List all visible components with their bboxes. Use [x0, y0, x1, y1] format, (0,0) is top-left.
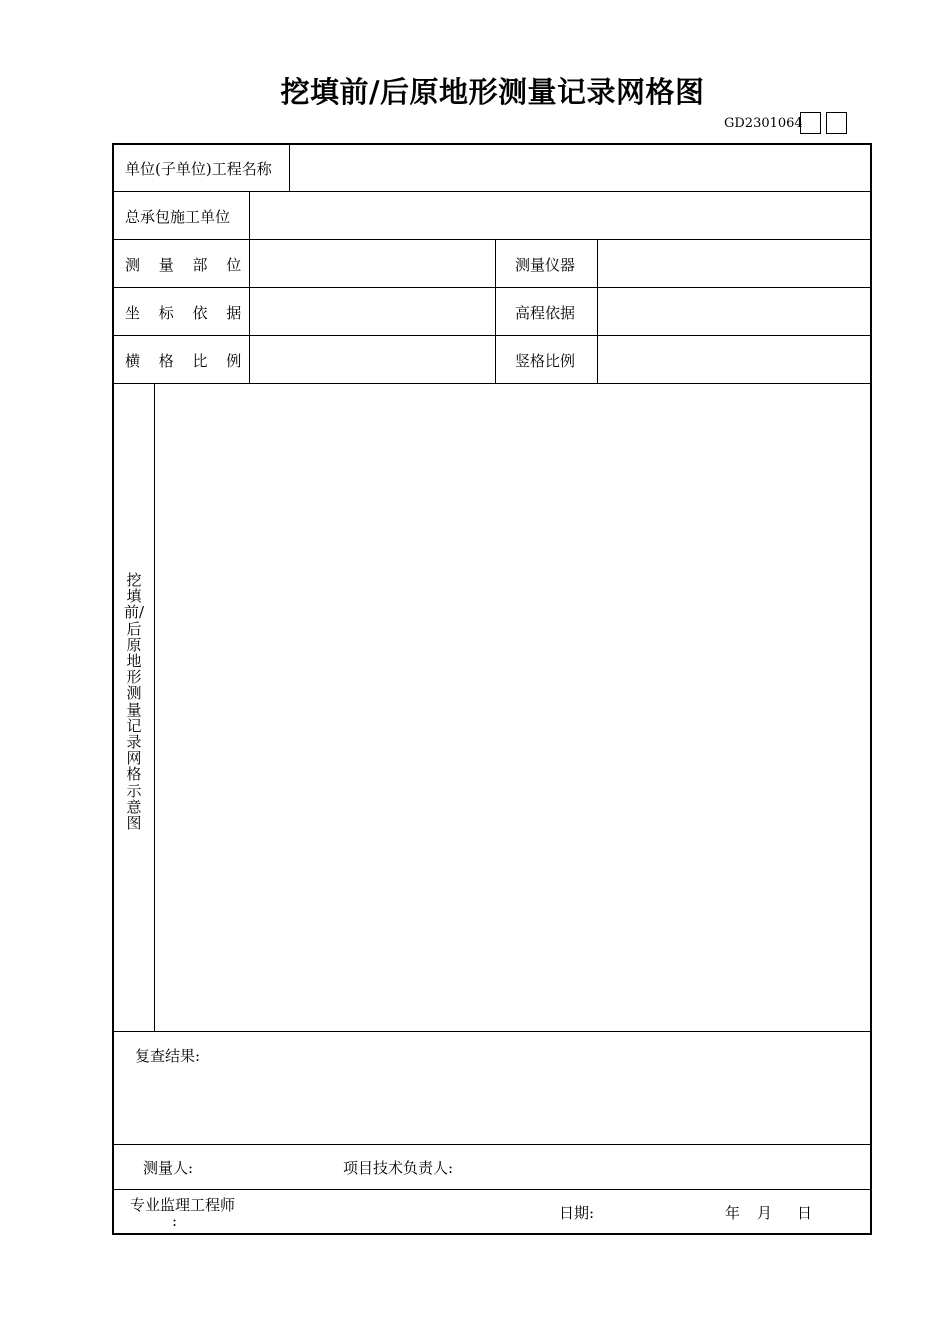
elevation-basis-label: 高程依据: [515, 304, 576, 322]
coord-basis-text: 坐 标 依 据: [125, 304, 242, 322]
project-name-value[interactable]: [291, 145, 869, 190]
h-scale-value[interactable]: [251, 337, 494, 382]
date-day: 日: [797, 1204, 813, 1222]
date-year: 年: [725, 1204, 741, 1222]
instrument-label: 测量仪器: [515, 256, 576, 274]
date-label: 日期:: [559, 1204, 595, 1222]
tech-lead-label: 项目技术负责人:: [343, 1159, 454, 1177]
review-label: 复查结果:: [135, 1047, 201, 1065]
instrument-value[interactable]: [599, 241, 869, 286]
measure-part-text: 测 量 部 位: [125, 256, 242, 274]
coord-basis-value[interactable]: [251, 289, 494, 334]
supervisor-label: 专业监理工程师: [130, 1196, 236, 1214]
measure-part-label: [125, 254, 242, 275]
review-value[interactable]: [114, 1068, 869, 1143]
contractor-value[interactable]: [251, 193, 869, 238]
v-scale-label: 竖格比例: [515, 352, 576, 370]
measure-part-value[interactable]: [251, 241, 494, 286]
contractor-label: 总承包施工单位: [125, 208, 231, 226]
surveyor-label: 测量人:: [143, 1159, 194, 1177]
grid-side-label: 挖填前/后原地形测量记录网格示意图: [124, 571, 145, 833]
code-box-2[interactable]: [826, 112, 847, 134]
date-month: 月: [757, 1204, 773, 1222]
h-scale-label: [125, 350, 241, 371]
form-code: GD2301064: [724, 116, 803, 131]
code-box-1[interactable]: [800, 112, 821, 134]
elevation-basis-value[interactable]: [599, 289, 869, 334]
project-name-label: 单位(子单位)工程名称: [125, 160, 272, 178]
h-scale-text: 横 格 比 例: [125, 352, 242, 370]
supervisor-colon: :: [172, 1212, 178, 1230]
coord-basis-label: [125, 302, 241, 323]
grid-drawing-area[interactable]: [156, 385, 869, 1030]
page-title: 挖填前/后原地形测量记录网格图: [280, 75, 705, 109]
v-scale-value[interactable]: [599, 337, 869, 382]
